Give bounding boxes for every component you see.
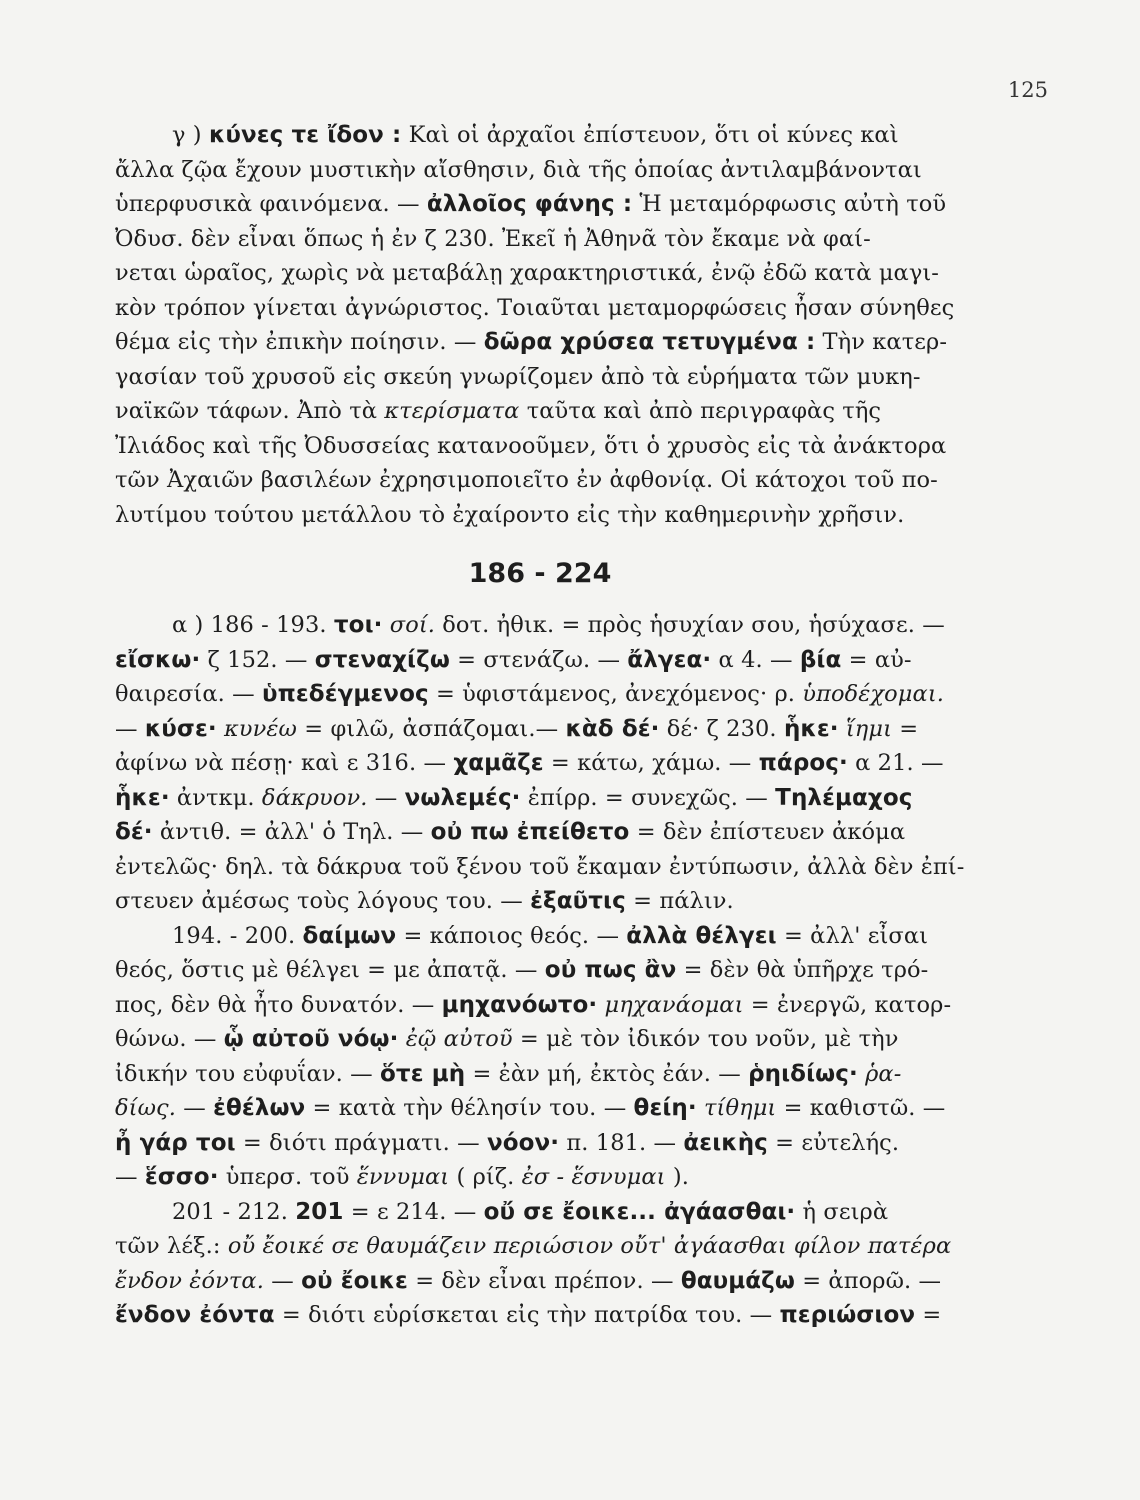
lemma-term: οὐ πω ἐπείθετο [430, 819, 630, 845]
text-run: = ἐὰν μή, ἐκτὸς ἐάν. — [465, 1060, 749, 1087]
text-run: τῶν Ἀχαιῶν βασιλέων ἐχρησιμοποιεῖτο ἐν ἀφθονίᾳ. Οἱ κάτοχοι τοῦ πο- [115, 467, 938, 493]
text-run [217, 716, 224, 742]
text-line [115, 781, 965, 816]
text-line [115, 746, 965, 781]
lemma-term: ᾧ αὐτοῦ νόῳ· [223, 1026, 399, 1052]
text-run: = στενάζω. — [449, 646, 628, 673]
text-run: = [915, 1302, 942, 1328]
text-run: Ἡ μεταμόρφωσις αὐτὴ τοῦ [632, 191, 947, 217]
text-line [115, 325, 965, 360]
italic-text: ἕννυμαι [356, 1164, 450, 1190]
lemma-term: ῥηιδίως· [748, 1060, 858, 1087]
text-run: = ἐνεργῶ, κατορ- [743, 991, 952, 1018]
lemma-term: ἔνδον ἐόντα [115, 1302, 275, 1328]
text-line [115, 222, 965, 257]
lemma-term: 201 [295, 1198, 344, 1225]
text-line [115, 712, 965, 747]
text-run: γασίαν τοῦ χρυσοῦ εἰς σκεύη γνωρίζομεν ἀπὸ τὰ εὑρήματα τῶν μυκη- [115, 363, 921, 390]
italic-text: ὑποδέχομαι. [802, 681, 944, 707]
text-run: δέ· ζ 230. [659, 715, 784, 742]
italic-text: οὔ ἔοικέ σε θαυμάζειν περιώσιον οὔτ' ἀγάασθαι φίλον πατέρα [227, 1233, 952, 1259]
text-line [115, 1126, 965, 1161]
text-run: α ) 186 - 193. [172, 612, 334, 638]
text-line [115, 608, 965, 643]
text-run: στευεν ἀμέσως τοὺς λόγους του. — [115, 888, 531, 914]
text-run [398, 1026, 405, 1052]
text-run: = [892, 715, 919, 742]
text-run: ζ 152. — [200, 646, 315, 673]
text-line [115, 884, 965, 919]
text-run: ἐντελῶς· δηλ. τὰ δάκρυα τοῦ ξένου τοῦ ἔκαμαν ἐντύπωσιν, ἀλλὰ δὲν ἐπί- [115, 853, 965, 880]
lemma-term: νωλεμές· [404, 784, 521, 811]
text-line [115, 953, 965, 988]
italic-text: κτερίσματα [384, 398, 520, 424]
italic-text: ἐῷ αὐτοῦ [405, 1026, 513, 1052]
text-run [858, 1061, 865, 1087]
text-run: λυτίμου τούτου μετάλλου τὸ ἐχαίροντο εἰς τὴν καθημερινὴν χρῆσιν. [115, 501, 905, 528]
text-run: ὑπερσ. τοῦ [218, 1164, 357, 1190]
text-run: π. 181. — [559, 1129, 684, 1156]
section-heading: 186 - 224 [468, 558, 612, 589]
text-run [597, 992, 604, 1018]
lemma-term: ἐθέλων [213, 1095, 306, 1121]
text-run: 194. - 200. [172, 922, 303, 949]
text-line [115, 118, 965, 153]
text-run: = κάποιος θεός. — [396, 922, 627, 949]
text-run: Τὴν κατερ- [815, 329, 948, 355]
text-run: ναϊκῶν τάφων. Ἀπὸ τὰ [115, 398, 385, 424]
text-run: Ἰλιάδος καὶ τῆς Ὀδυσσείας κατανοοῦμεν, ὅτι ὁ χρυσὸς εἰς τὰ ἀνάκτορα [115, 432, 947, 459]
lemma-term: ἄλγεα· [627, 646, 712, 673]
text-line [115, 429, 965, 464]
lemma-term: κύσε· [144, 715, 217, 742]
lemma-term: χαμᾶζε [453, 750, 544, 776]
text-line [115, 256, 965, 291]
lemma-term: περιώσιον [779, 1302, 916, 1328]
text-line [115, 850, 965, 885]
text-run: = κάτω, χάμω. — [543, 750, 759, 776]
lemma-term: κύνες τε ἴδον : [208, 122, 402, 148]
text-line [115, 643, 965, 678]
text-run: = κατὰ τὴν θέλησίν του. — [305, 1095, 634, 1121]
lemma-term: εἴσκω· [115, 646, 201, 673]
lemma-term: ἀεικὴς [683, 1129, 768, 1156]
text-line [115, 394, 965, 429]
text-run: = διότι εὑρίσκεται εἰς τὴν πατρίδα του. — [274, 1302, 780, 1328]
lemma-term: δῶρα χρύσεα τετυγμένα : [483, 329, 816, 355]
lemma-term: Τηλέμαχος [775, 784, 913, 811]
text-run: = δὲν θὰ ὑπῆρχε τρό- [676, 957, 929, 983]
text-run: κὸν τρόπον γίνεται ἀγνώριστος. Τοιαῦται μεταμορφώσεις ἦσαν σύνηθες [115, 294, 955, 321]
italic-text: δίως. [115, 1095, 176, 1121]
lemma-term: ἦ γάρ τοι [115, 1129, 236, 1156]
text-line [115, 1229, 965, 1264]
text-line [115, 1160, 965, 1195]
lemma-term: πάρος· [758, 750, 848, 776]
text-run: ). [665, 1164, 689, 1190]
text-line [115, 360, 965, 395]
lemma-term: ἐξαῦτις [530, 888, 626, 914]
text-run: = δὲν εἶναι πρέπον. — [407, 1267, 681, 1294]
text-run: α 21. — [847, 750, 944, 776]
text-run: = ἀπορῶ. — [794, 1267, 942, 1294]
text-run [697, 1095, 704, 1121]
page-number: 125 [1007, 78, 1048, 102]
lemma-term: οὐ πως ἂν [544, 957, 677, 983]
text-line [115, 153, 965, 188]
text-run: = δὲν ἐπίστευεν ἀκόμα [629, 819, 906, 845]
lemma-term: κὰδ δέ· [565, 715, 660, 742]
text-run: α 4. — [711, 646, 800, 673]
page-body [115, 118, 965, 1333]
text-line [115, 1022, 965, 1057]
text-run: ἐπίρρ. = συνεχῶς. — [520, 784, 776, 811]
text-run: — [115, 715, 145, 742]
lemma-term: ἕσσο· [144, 1164, 219, 1190]
lemma-term: ὅτε μὴ [380, 1060, 466, 1087]
italic-text: ἔνδον ἐόντα. [115, 1267, 264, 1294]
lemma-term: στεναχίζω [314, 646, 450, 673]
text-run: ἄλλα ζῷα ἔχουν μυστικὴν αἴσθησιν, διὰ τῆς ὁποίας ἀντιλαμβάνονται [115, 156, 922, 183]
italic-text: τίθημι [704, 1095, 777, 1121]
text-line [115, 677, 965, 712]
lemma-term: οὔ σε ἔοικε... ἀγάασθαι· [483, 1198, 796, 1225]
text-run: τῶν λέξ.: [115, 1233, 228, 1259]
lemma-term: τοι· [333, 612, 383, 638]
text-run: — [175, 1095, 214, 1121]
paragraph-1 [115, 118, 965, 532]
text-run: ὑπερφυσικὰ φαινόμενα. — [115, 191, 427, 217]
text-line [115, 498, 965, 533]
lemma-term: ὑπεδέγμενος [261, 681, 429, 707]
text-run: ἰδικήν του εὐφυΐαν. — [115, 1060, 381, 1087]
text-run: ἀντκμ. [169, 784, 262, 811]
text-line [115, 988, 965, 1023]
text-run: = αὐ- [841, 646, 912, 673]
text-run: 201 - 212. [172, 1198, 296, 1225]
text-line [115, 187, 965, 222]
lemma-term: μηχανόωτο· [441, 991, 598, 1018]
paragraph-2 [115, 608, 965, 919]
text-run: ἀντιθ. = ἀλλ' ὁ Τηλ. — [152, 819, 431, 845]
text-run: θεός, ὅστις μὲ θέλγει = με ἀπατᾷ. — [115, 957, 545, 983]
italic-text: κυνέω [223, 715, 297, 742]
text-run: ταῦτα καὶ ἀπὸ περιγραφὰς τῆς [519, 398, 882, 424]
text-run: = ε 214. — [343, 1198, 484, 1225]
text-line [115, 1057, 965, 1092]
text-line [115, 1298, 965, 1333]
text-line [115, 919, 965, 954]
lemma-term: ἧκε· [783, 715, 839, 742]
text-run: θώνω. — [115, 1026, 224, 1052]
italic-text: δάκρυον. [261, 784, 368, 811]
text-run: ἡ σειρὰ [795, 1198, 889, 1225]
italic-text: ῥα- [865, 1060, 902, 1087]
text-line [115, 463, 965, 498]
lemma-term: θείη· [633, 1095, 697, 1121]
text-run: = φιλῶ, ἀσπάζομαι.— [297, 715, 566, 742]
italic-text: ἵημι [845, 715, 893, 742]
text-run: Καὶ οἱ ἀρχαῖοι ἐπίστευον, ὅτι οἱ κύνες καὶ [401, 122, 899, 148]
text-line [115, 815, 965, 850]
lemma-term: ἀλλὰ θέλγει [626, 922, 777, 949]
lemma-term: νόον· [486, 1129, 560, 1156]
lemma-term: ἧκε· [115, 784, 170, 811]
paragraph-3 [115, 919, 965, 1195]
text-run: = διότι πράγματι. — [235, 1129, 487, 1156]
lemma-term: οὐ ἔοικε [301, 1267, 408, 1294]
lemma-term: δαίμων [302, 922, 397, 949]
text-run: θαιρεσία. — [115, 681, 262, 707]
text-run: δοτ. ἠθικ. = πρὸς ἡσυχίαν σου, ἡσύχασε. — [435, 612, 945, 638]
lemma-term: δέ· [115, 819, 153, 845]
text-run: — [263, 1267, 302, 1294]
text-run: = εὐτελής. [767, 1129, 900, 1156]
italic-text: ἐσ - ἕσνυμαι [521, 1164, 666, 1190]
text-run: γ ) [172, 122, 209, 148]
text-run: = ἀλλ' εἶσαι [776, 922, 929, 949]
text-run: = πάλιν. [625, 888, 734, 914]
italic-text: μηχανάομαι [604, 991, 744, 1018]
text-run: θέμα εἰς τὴν ἐπικὴν ποίησιν. — [115, 329, 484, 355]
italic-text: σοί. [389, 612, 436, 638]
lemma-term: βία [799, 646, 842, 673]
text-run: νεται ὡραῖος, χωρὶς νὰ μεταβάλῃ χαρακτηριστικά, ἐνῷ ἐδῶ κατὰ μαγι- [115, 260, 940, 286]
text-run: Ὀδυσ. δὲν εἶναι ὅπως ἡ ἐν ζ 230. Ἐκεῖ ἡ Ἀθηνᾶ τὸν ἔκαμε νὰ φαί- [115, 225, 871, 252]
text-line [115, 291, 965, 326]
text-line [115, 1264, 965, 1299]
text-line [115, 1195, 965, 1230]
text-run [839, 716, 846, 742]
text-line [115, 1091, 965, 1126]
lemma-term: ἀλλοῖος φάνης : [426, 191, 633, 217]
text-run: ( ρίζ. [449, 1164, 522, 1190]
text-run: = καθιστῶ. — [776, 1095, 946, 1121]
paragraph-4 [115, 1195, 965, 1333]
text-run: — [367, 784, 405, 811]
text-run [382, 612, 389, 638]
text-run: πος, δὲν θὰ ἦτο δυνατόν. — [115, 991, 442, 1018]
lemma-term: θαυμάζω [680, 1267, 795, 1294]
text-run: — [115, 1164, 145, 1190]
text-run: = ὑφιστάμενος, ἀνεχόμενος· ρ. [428, 681, 803, 707]
text-run: ἀφίνω νὰ πέσῃ· καὶ ε 316. — [115, 750, 454, 776]
text-run: = μὲ τὸν ἰδικόν του νοῦν, μὲ τὴν [512, 1026, 899, 1052]
